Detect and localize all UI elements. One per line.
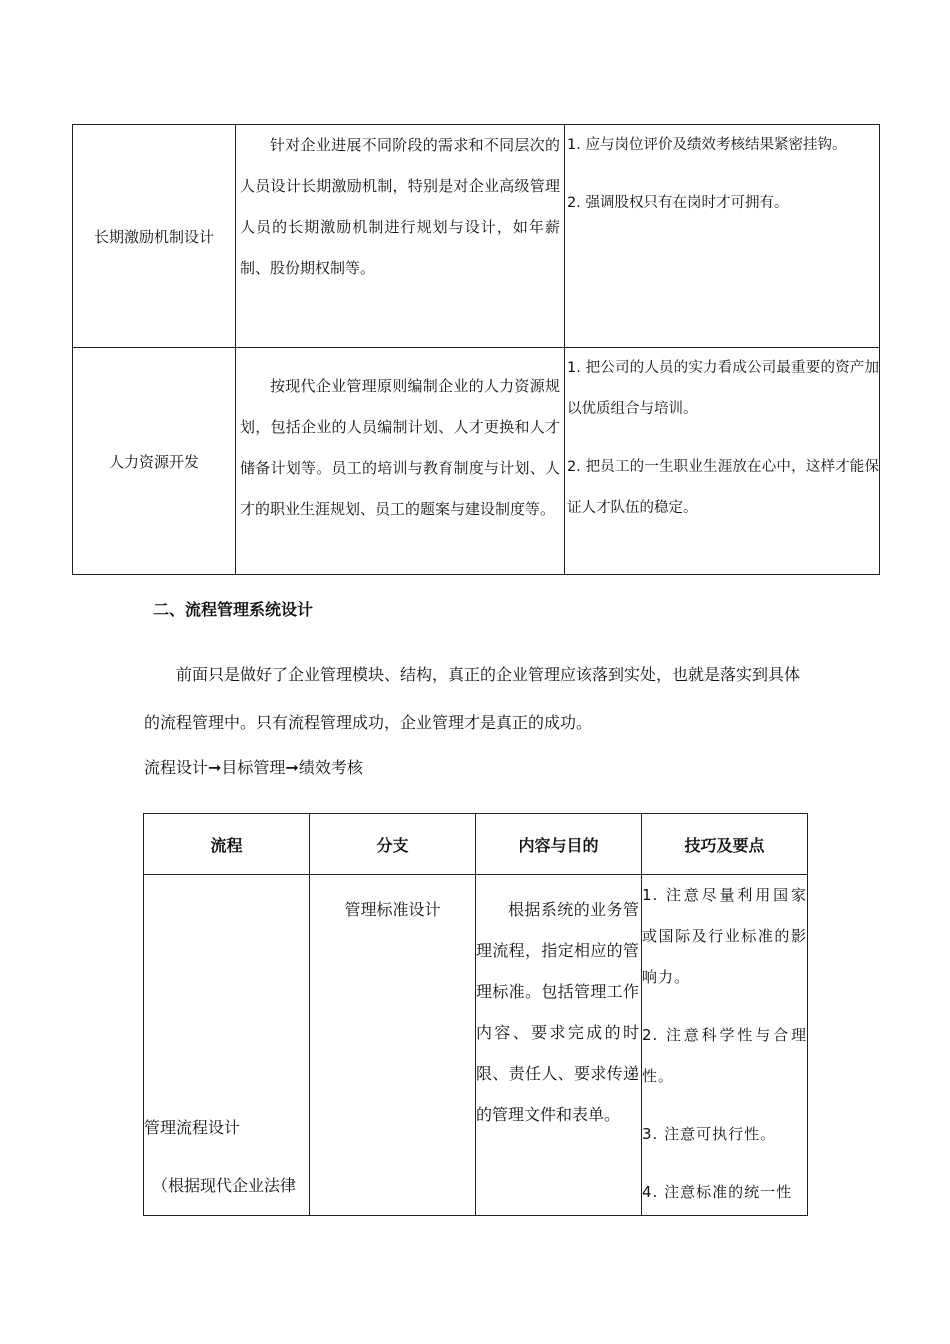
- process-line: （根据现代企业法律: [152, 1176, 297, 1195]
- tip-item: 2. 把员工的一生职业生涯放在心中，这样才能保证人才队伍的稳定。: [567, 459, 879, 516]
- flow-line: 流程设计➞目标管理➞绩效考核: [144, 758, 363, 777]
- tips-list: [565, 125, 879, 224]
- process-text: [144, 875, 309, 1215]
- branch-text: 管理标准设计: [344, 900, 441, 919]
- table-row: [73, 125, 880, 348]
- content-cell: [236, 348, 565, 575]
- table-header-row: [144, 814, 808, 875]
- module-name-cell: 长期激励机制设计: [73, 125, 236, 348]
- tip-item: 1. 应与岗位评价及绩效考核结果紧密挂钩。: [567, 137, 847, 153]
- section-heading: 二、流程管理系统设计: [153, 600, 314, 619]
- tip-item: 1. 把公司的人员的实力看成公司最重要的资产加以优质组合与培训。: [567, 360, 879, 417]
- tip-item: 2. 强调股权只有在岗时才可拥有。: [567, 195, 789, 211]
- table-row: [144, 875, 808, 1216]
- purpose-cell: [476, 875, 642, 1216]
- tip-item: 1. 注意尽量利用国家或国际及行业标准的影响力。: [642, 886, 807, 986]
- tip-item: 3. 注意可执行性。: [642, 1125, 777, 1143]
- process-table: [143, 813, 808, 1216]
- header-purpose: 内容与目的: [476, 814, 642, 875]
- tips-list: [565, 348, 879, 529]
- table-row: [73, 348, 880, 575]
- header-process: 流程: [144, 814, 310, 875]
- content-text: 针对企业进展不同阶段的需求和不同层次的人员设计长期激励机制，特别是对企业高级管理人员的长期激励机制进行规划与设计，如年薪制、股份期权制等。: [240, 136, 560, 277]
- content-text: 按现代企业管理原则编制企业的人力资源规划，包括企业的人员编制计划、人才更换和人才储备计划等。员工的培训与教育制度与计划、人才的职业生涯规划、员工的题案与建设制度等。: [240, 377, 560, 518]
- process-cell: [144, 875, 310, 1216]
- hr-design-table: [72, 124, 880, 575]
- paragraph-text: 前面只是做好了企业管理模块、结构，真正的企业管理应该落到实处，也就是落实到具体的流程管理中。只有流程管理成功，企业管理才是真正的成功。: [144, 665, 801, 732]
- purpose-text: 根据系统的业务管理流程，指定相应的管理标准。包括管理工作内容、要求完成的时限、责任人、要求传递的管理文件和表单。: [476, 900, 639, 1124]
- tips-cell: [642, 875, 808, 1216]
- tips-list: [642, 875, 807, 1213]
- content-cell: [236, 125, 565, 348]
- module-name-cell: 人力资源开发: [73, 348, 236, 575]
- header-branch: 分支: [310, 814, 476, 875]
- tips-cell: [565, 125, 880, 348]
- branch-cell: [310, 875, 476, 1216]
- tip-item: 4. 注意标准的统一性: [642, 1183, 793, 1201]
- tip-item: 2. 注意科学性与合理性。: [642, 1026, 807, 1085]
- tips-cell: [565, 348, 880, 575]
- process-line: 管理流程设计: [144, 1118, 241, 1137]
- body-paragraph: [144, 651, 814, 747]
- header-tips: 技巧及要点: [642, 814, 808, 875]
